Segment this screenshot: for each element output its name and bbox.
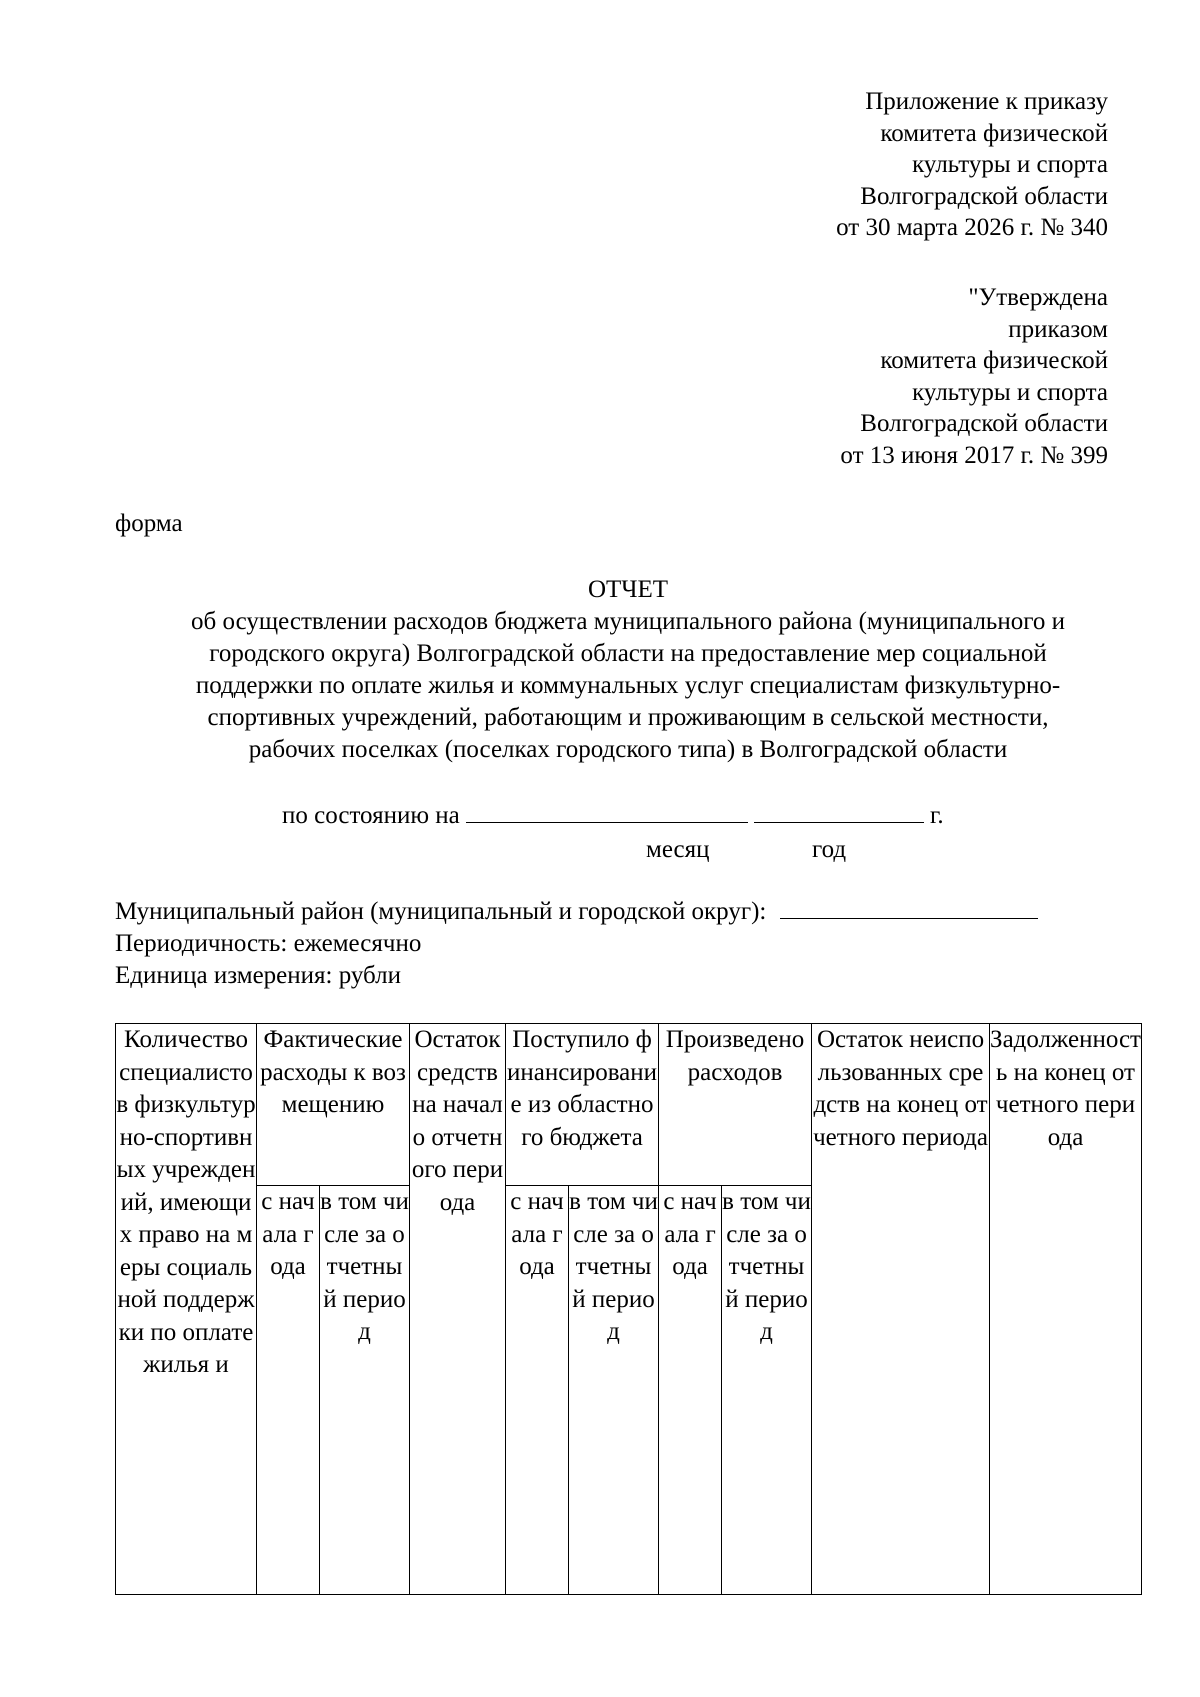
as-of-suffix: г. xyxy=(929,802,944,829)
as-of-line xyxy=(282,800,944,831)
month-caption: месяц xyxy=(646,836,710,863)
report-subtitle-line: городского округа) Волгоградской области на предоставление мер социальной xyxy=(209,640,1047,667)
report-table xyxy=(115,1023,1142,1595)
approved-line: Волгоградской области xyxy=(860,410,1108,437)
approved-line: от 13 июня 2017 г. № 399 xyxy=(840,441,1108,469)
year-blank-field[interactable] xyxy=(754,800,924,823)
report-title-block xyxy=(115,574,1141,766)
approved-line: культуры и спорта xyxy=(912,378,1108,406)
header-balance-start: Остаток средств на начало отчетного периода xyxy=(410,1024,506,1595)
header-actual-expenses: Фактические расходы к возмещению xyxy=(257,1024,410,1186)
annex-line: Приложение к приказу xyxy=(865,88,1108,115)
annex-line: комитета физической xyxy=(880,119,1108,147)
header-debt-end: Задолженность на конец отчетного периода xyxy=(990,1024,1142,1595)
form-label: форма xyxy=(115,510,183,537)
district-blank-field[interactable] xyxy=(780,896,1038,919)
approved-line: приказом xyxy=(1008,315,1108,343)
table-header-row xyxy=(116,1024,1142,1186)
subheader-including-period: в том числе за отчетный период xyxy=(569,1186,659,1595)
subheader-including-period: в том числе за отчетный период xyxy=(722,1186,812,1595)
annex-line: культуры и спорта xyxy=(912,151,1108,178)
district-line xyxy=(115,896,1038,928)
annex-line: Волгоградской области xyxy=(860,182,1108,210)
year-caption: год xyxy=(812,836,847,863)
report-subtitle-line: об осуществлении расходов бюджета муниципального района (муниципального и xyxy=(191,608,1065,635)
subheader-since-year-start: с начала года xyxy=(506,1186,569,1595)
annex-line: от 30 марта 2026 г. № 340 xyxy=(836,214,1108,241)
annex-header xyxy=(688,86,1108,244)
header-unused-balance-end: Остаток неиспользованных средств на конец отчетного периода xyxy=(812,1024,990,1595)
report-subtitle-line: спортивных учреждений, работающим и проживающим в сельской местности, xyxy=(207,704,1049,731)
district-label: Муниципальный район (муниципальный и городской округ): xyxy=(115,898,767,925)
month-blank-field[interactable] xyxy=(466,800,748,823)
approved-line: "Утверждена xyxy=(968,284,1108,311)
approved-line: комитета физической xyxy=(880,347,1108,374)
subheader-since-year-start: с начала года xyxy=(257,1186,320,1595)
header-count-specialists: Количество специалистов физкультурно-спортивных учреждений, имеющих право на меры социальной поддержки по оплате жилья и xyxy=(116,1024,257,1595)
as-of-prefix: по состоянию на xyxy=(282,802,460,829)
approved-header xyxy=(688,282,1108,471)
subheader-including-period: в том числе за отчетный период xyxy=(320,1186,410,1595)
report-title: ОТЧЕТ xyxy=(587,576,669,603)
report-subtitle-line: поддержки по оплате жилья и коммунальных услуг специалистам физкультурно- xyxy=(195,672,1061,699)
report-subtitle-line: рабочих поселках (поселках городского типа) в Волгоградской области xyxy=(248,736,1008,763)
header-expenses-made: Произведено расходов xyxy=(659,1024,812,1186)
periodicity-text: Периодичность: ежемесячно xyxy=(115,930,422,957)
report-info xyxy=(115,896,1038,992)
subheader-since-year-start: с начала года xyxy=(659,1186,722,1595)
unit-text: Единица измерения: рубли xyxy=(115,962,402,989)
header-received-funding: Поступило финансирование из областного бюджета xyxy=(506,1024,659,1186)
